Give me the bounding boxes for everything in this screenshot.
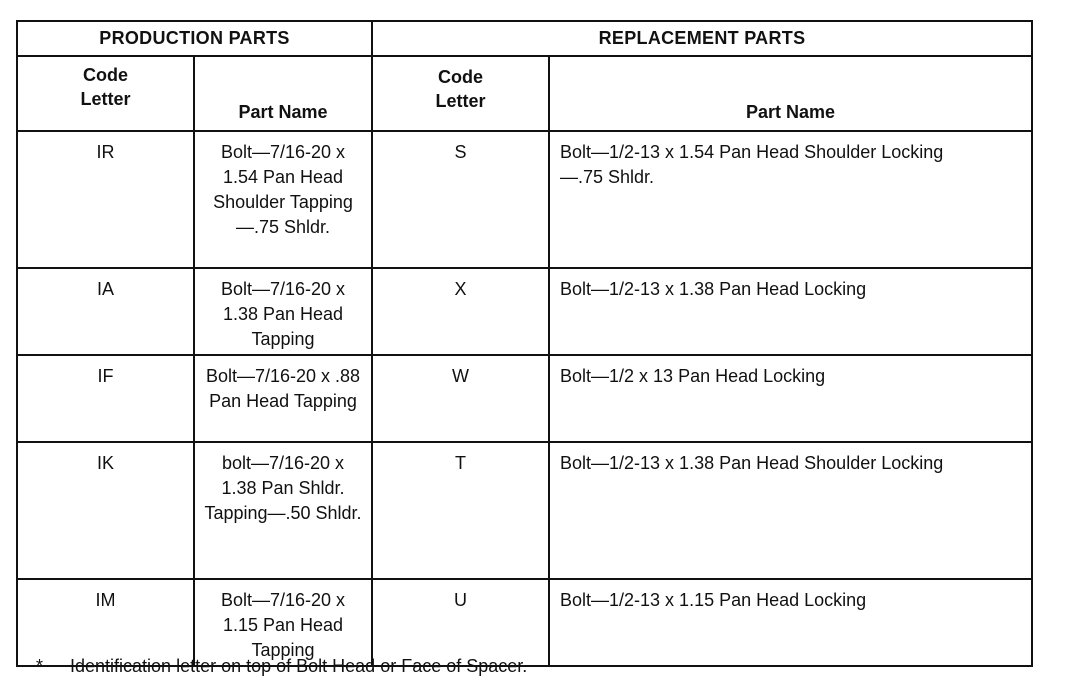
production-parts-header: PRODUCTION PARTS [17,21,372,56]
footnote [36,654,527,678]
replacement-part-name-cell: Bolt—1/2-13 x 1.15 Pan Head Locking [549,579,1032,666]
production-code-cell: IF [17,355,194,442]
production-code-cell: IK [17,442,194,579]
replacement-code-cell: W [372,355,549,442]
group-header-row [17,21,1032,56]
replacement-code-cell: S [372,131,549,268]
production-part-name-cell: Bolt—7/16-20 x 1.38 Pan Head Tapping [194,268,372,355]
production-code-cell: IR [17,131,194,268]
replacement-code-cell: U [372,579,549,666]
footnote-text: Identification letter on top of Bolt Head or Face of Spacer. [70,656,528,676]
production-part-name-cell: bolt—7/16-20 x 1.38 Pan Shldr. Tapping—.50 Shldr. [194,442,372,579]
production-code-cell: IM [17,579,194,666]
replacement-part-name-header: Part Name [549,56,1032,131]
production-code-cell: IA [17,268,194,355]
production-code-letter-header [17,56,194,131]
table-row [17,579,1032,666]
replacement-code-letter-header [372,56,549,131]
replacement-part-name-cell: Bolt—1/2 x 13 Pan Head Locking [549,355,1032,442]
production-code-letter-label: Code Letter [80,65,131,109]
production-part-name-cell: Bolt—7/16-20 x 1.54 Pan Head Shoulder Tapping—.75 Shldr. [194,131,372,268]
production-part-name-header: Part Name [194,56,372,131]
replacement-code-cell: T [372,442,549,579]
replacement-code-cell: X [372,268,549,355]
table-row [17,131,1032,268]
replacement-part-name-cell: Bolt—1/2-13 x 1.38 Pan Head Locking [549,268,1032,355]
replacement-code-letter-label: Code Letter [435,67,486,111]
table-row [17,268,1032,355]
replacement-part-name-cell: Bolt—1/2-13 x 1.54 Pan Head Shoulder Locking—.75 Shldr. [549,131,1032,268]
replacement-part-name-cell: Bolt—1/2-13 x 1.38 Pan Head Shoulder Locking [549,442,1032,579]
table-row [17,442,1032,579]
production-part-name-cell: Bolt—7/16-20 x .88 Pan Head Tapping [194,355,372,442]
production-part-name-cell: Bolt—7/16-20 x 1.15 Pan Head Tapping [194,579,372,666]
column-header-row [17,56,1032,131]
table-row [17,355,1032,442]
replacement-parts-header: REPLACEMENT PARTS [372,21,1032,56]
parts-table [16,20,1033,667]
footnote-marker: * [36,656,44,676]
